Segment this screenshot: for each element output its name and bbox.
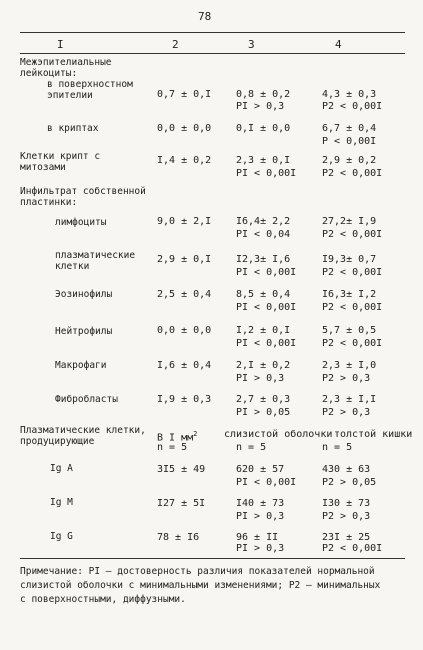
row-label-igg: Ig G [50,531,73,542]
unit-exponent: 2 [193,430,198,438]
cell: I,9 ± 0,3 [157,394,212,405]
p-value: P2 < 0,00I [322,543,383,554]
p-value: PI > 0,05 [236,407,291,418]
p-value: P2 < 0,00I [322,101,383,112]
p-value: P2 < 0,00I [322,267,383,278]
cell: I9,3± 0,7 [322,254,377,265]
cell: 8,5 ± 0,4 [236,289,291,300]
row-label-macrophages: Макрофаги [55,360,107,371]
row-label-plasma: плазматические клетки [55,250,136,272]
p-value: PI < 0,04 [236,229,291,240]
section-infiltrate: Инфильтрат собственной пластинки: [20,186,146,208]
row-label-lymphocytes: лимфоциты [55,217,107,228]
cell: 5,7 ± 0,5 [322,325,377,336]
cell: I40 ± 73 [236,498,285,509]
cell: 0,0 ± 0,0 [157,123,212,134]
n-4: n = 5 [322,442,353,453]
cell: 2,3 ± I,I [322,394,377,405]
p-value: P < 0,00I [322,136,377,147]
cell: 27,2± I,9 [322,216,377,227]
cell: I30 ± 73 [322,498,371,509]
row-label-neutrophils: Нейтрофилы [55,326,113,337]
cell: 0,0 ± 0,0 [157,325,212,336]
row-label-eosinophils: Эозинофилы [55,289,113,300]
row-label-igm: Ig M [50,497,73,508]
cell: I6,3± I,2 [322,289,377,300]
p-value: PI > 0,3 [236,511,285,522]
col-header-1: I [57,38,64,51]
col-header-4: 4 [335,38,342,51]
mucosa-header: слизистой оболочки [224,429,333,440]
cell: 2,7 ± 0,3 [236,394,291,405]
cell: 9,0 ± 2,I [157,216,212,227]
row-label-surface: в поверхностном эпителии [47,79,133,101]
p-value: P2 < 0,00I [322,338,383,349]
note-line-2: слизистой оболочки с минимальными изменениями; P2 – минимальных [20,580,381,591]
cell: I,2 ± 0,I [236,325,291,336]
p-value: PI < 0,00I [236,302,297,313]
cell: 78 ± I6 [157,532,200,543]
cell: 430 ± 63 [322,464,371,475]
row-label-crypts: в криптах [47,123,99,134]
row-label-fibroblasts: Фибробласты [55,394,118,405]
col-header-3: 3 [248,38,255,51]
cell: 0,I ± 0,0 [236,123,291,134]
note-line-1: Примечание: PI – достоверность различия показателей нормальной [20,566,375,577]
section-crypt-mitoses: Клетки крипт с митозами [20,151,101,173]
note-line-3: с поверхностными, диффузными. [20,594,186,605]
section-plasma-ig: Плазматические клетки, продуцирующие [20,425,146,447]
cell: 3I5 ± 49 [157,464,206,475]
top-rule [20,32,405,33]
row-label-iga: Ig A [50,463,73,474]
p-value: PI < 0,00I [236,477,297,488]
p-value: PI < 0,00I [236,267,297,278]
p-value: P2 < 0,00I [322,168,383,179]
p-value: PI > 0,3 [236,373,285,384]
cell: 2,I ± 0,2 [236,360,291,371]
p-value: PI < 0,00I [236,168,297,179]
col-header-2: 2 [172,38,179,51]
p-value: P2 > 0,3 [322,373,371,384]
cell: I2,3± I,6 [236,254,291,265]
cell: I,6 ± 0,4 [157,360,212,371]
cell: 0,8 ± 0,2 [236,89,291,100]
cell: 23I ± 25 [322,532,371,543]
cell: 0,7 ± 0,I [157,89,212,100]
p-value: P2 > 0,05 [322,477,377,488]
header-rule [20,53,405,54]
cell: 2,9 ± 0,I [157,254,212,265]
cell: 620 ± 57 [236,464,285,475]
cell: 2,9 ± 0,2 [322,155,377,166]
cell: 2,5 ± 0,4 [157,289,212,300]
section-intraepithelial: Межэпителиальные лейкоциты: [20,57,112,79]
cell: 2,3 ± I,0 [322,360,377,371]
cell: 6,7 ± 0,4 [322,123,377,134]
unit-text: В I мм [157,432,194,444]
cell: I,4 ± 0,2 [157,155,212,166]
p-value: PI > 0,3 [236,543,285,554]
p-value: P2 > 0,3 [322,407,371,418]
p-value: P2 < 0,00I [322,302,383,313]
bottom-rule [20,558,405,559]
p-value: P2 < 0,00I [322,229,383,240]
page-number: 78 [198,10,212,23]
cell: 4,3 ± 0,3 [322,89,377,100]
cell: I27 ± 5I [157,498,206,509]
p-value: PI > 0,3 [236,101,285,112]
n-2: n = 5 [157,442,188,453]
cell: I6,4± 2,2 [236,216,291,227]
colon-header: толстой кишки [334,429,413,440]
cell: 96 ± II [236,532,279,543]
p-value: PI < 0,00I [236,338,297,349]
n-3: n = 5 [236,442,267,453]
cell: 2,3 ± 0,I [236,155,291,166]
p-value: P2 > 0,3 [322,511,371,522]
